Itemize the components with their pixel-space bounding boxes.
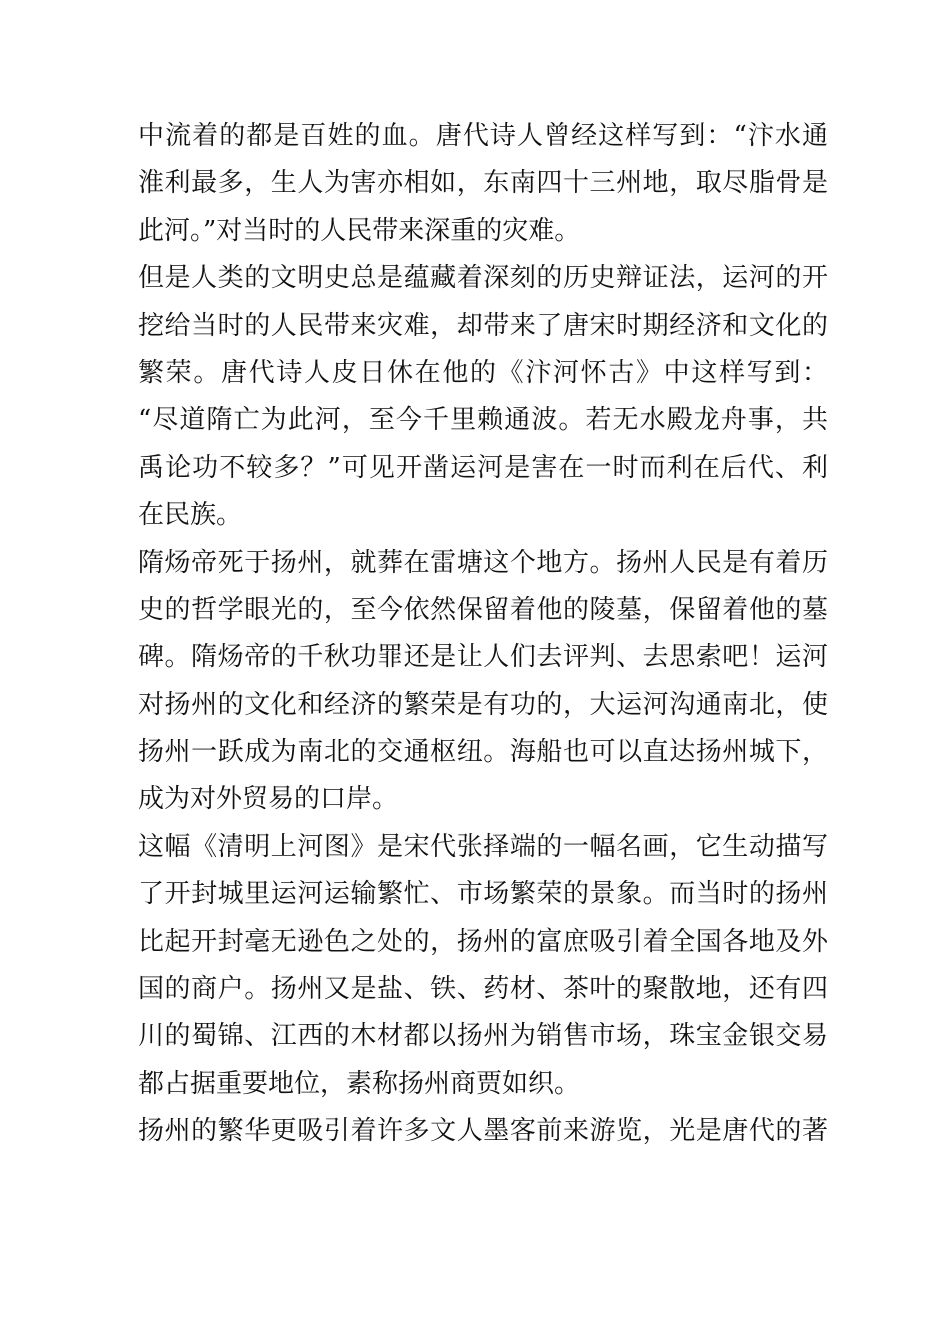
text-line: 都占据重要地位，素称扬州商贾如织。 bbox=[138, 1068, 581, 1099]
text-line: “尽道隋亡为此河，至今千里赖通波。若无水殿龙舟事，共 bbox=[138, 405, 828, 436]
text-line: 碑。隋炀帝的千秋功罪还是让人们去评判、去思索吧！运河 bbox=[138, 642, 828, 673]
text-line: 国的商户。扬州又是盐、铁、药材、茶叶的聚散地，还有四 bbox=[138, 974, 828, 1005]
text-line: 隋炀帝死于扬州，就葬在雷塘这个地方。扬州人民是有着历 bbox=[138, 547, 828, 578]
text-line: 但是人类的文明史总是蕴藏着深刻的历史辩证法，运河的开 bbox=[138, 263, 828, 294]
text-line: 挖给当时的人民带来灾难，却带来了唐宋时期经济和文化的 bbox=[138, 310, 828, 341]
text-line: 川的蜀锦、江西的木材都以扬州为销售市场，珠宝金银交易 bbox=[138, 1021, 828, 1052]
text-line: 扬州的繁华更吸引着许多文人墨客前来游览，光是唐代的著 bbox=[138, 1116, 828, 1147]
text-line: 淮利最多，生人为害亦相如，东南四十三州地，取尽脂骨是 bbox=[138, 168, 828, 199]
text-line: 了开封城里运河运输繁忙、市场繁荣的景象。而当时的扬州 bbox=[138, 879, 828, 910]
text-line: 在民族。 bbox=[138, 500, 243, 531]
text-line: 繁荣。唐代诗人皮日休在他的《汴河怀古》中这样写到： bbox=[138, 357, 828, 388]
text-line: 中流着的都是百姓的血。唐代诗人曾经这样写到：“汴水通 bbox=[138, 121, 828, 151]
text-line: 这幅《清明上河图》是宋代张择端的一幅名画，它生动描写 bbox=[138, 831, 828, 862]
text-line: 成为对外贸易的口岸。 bbox=[138, 784, 399, 815]
text-line: 史的哲学眼光的，至今依然保留着他的陵墓，保留着他的墓 bbox=[138, 594, 828, 625]
text-line: 此河。”对当时的人民带来深重的灾难。 bbox=[138, 215, 581, 246]
text-line: 比起开封毫无逊色之处的，扬州的富庶吸引着全国各地及外 bbox=[138, 926, 828, 957]
text-line: 禹论功不较多？”可见开凿运河是害在一时而利在后代、利 bbox=[138, 452, 828, 483]
text-line: 对扬州的文化和经济的繁荣是有功的，大运河沟通南北，使 bbox=[138, 689, 828, 720]
text-line: 扬州一跃成为南北的交通枢纽。海船也可以直达扬州城下， bbox=[138, 737, 828, 768]
body-text bbox=[138, 113, 828, 1156]
